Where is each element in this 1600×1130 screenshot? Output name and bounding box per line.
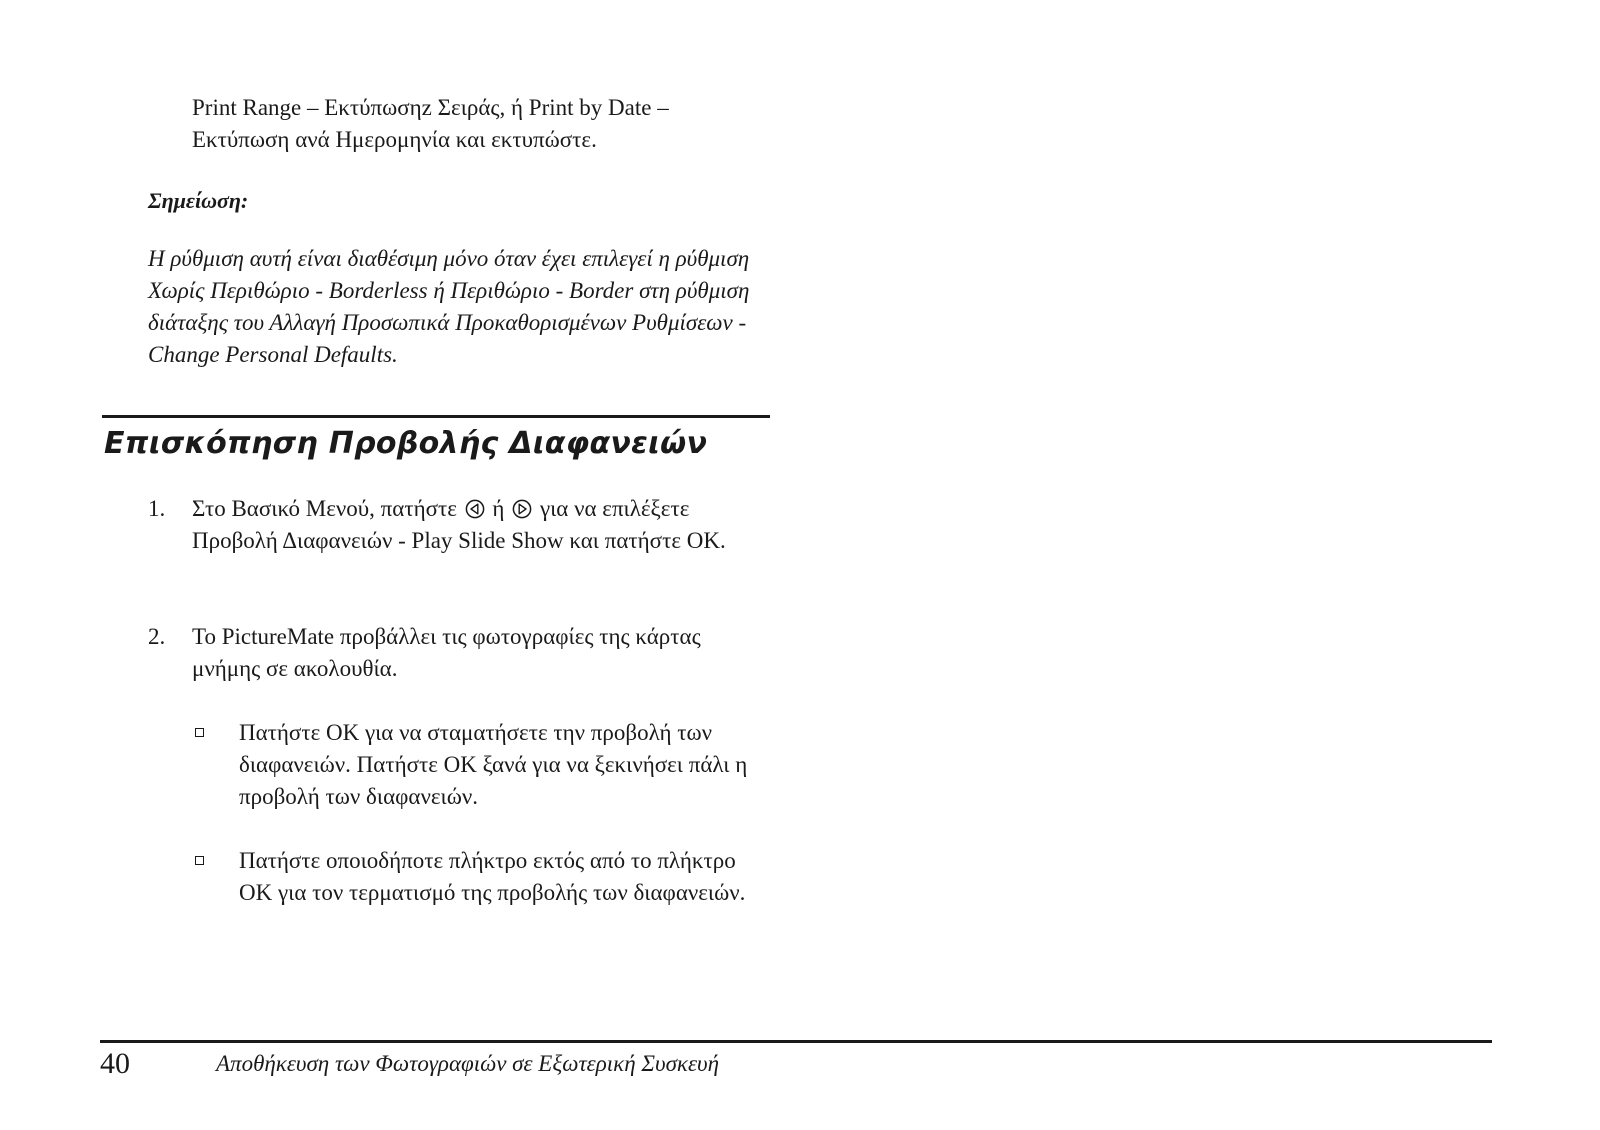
note-title: Σημείωση:: [148, 188, 249, 213]
bullet-1-text: Πατήστε OK για να σταματήσετε την προβολή των διαφανειών. Πατήστε OK ξανά για να ξεκινήσει πάλι η προβολή των διαφανειών.: [239, 720, 748, 809]
section-heading: Επισκόπηση Προβολής Διαφανειών: [104, 426, 708, 461]
step-1-text-after: για να επιλέξετε Προβολή Διαφανειών - Play Slide Show και πατήστε OK.: [192, 496, 726, 553]
section-rule: [102, 415, 770, 418]
bullet-2-checkbox-icon: [195, 856, 204, 865]
right-arrow-button-icon: [512, 499, 532, 519]
footer-title: Αποθήκευση των Φωτογραφιών σε Εξωτερική Συσκευή: [216, 1051, 720, 1076]
note-body: Η ρύθμιση αυτή είναι διαθέσιμη μόνο όταν έχει επιλεγεί η ρύθμιση Χωρίς Περιθώριο - Borderless ή Περιθώριο - Border στη ρύθμιση διάταξης του Αλλαγή Προσωπικά Προκαθορισμένων Ρυθμίσεων - Change Personal Defaults.: [148, 246, 750, 367]
step-1-text: [192, 493, 762, 557]
step-1-number: 1.: [148, 496, 166, 521]
bullet-2-text: Πατήστε οποιοδήποτε πλήκτρο εκτός από το πλήκτρο OK για τον τερματισμό της προβολής των διαφανειών.: [239, 848, 746, 905]
intro-paragraph: Print Range – Εκτύπωσηz Σειράς, ή Print by Date – Εκτύπωση ανά Ημερομηνία και εκτυπώστε.: [192, 95, 669, 152]
footer-rule: [100, 1040, 1492, 1043]
step-2-text: Το PictureMate προβάλλει τις φωτογραφίες της κάρτας μνήμης σε ακολουθία.: [192, 624, 701, 681]
bullet-1-checkbox-icon: [195, 728, 204, 737]
step-2-number: 2.: [148, 624, 166, 649]
left-arrow-button-icon: [465, 499, 485, 519]
step-1-text-before: Στο Βασικό Μενού, πατήστε: [192, 496, 457, 521]
step-1-or: ή: [492, 496, 505, 521]
page-number: 40: [100, 1047, 130, 1080]
